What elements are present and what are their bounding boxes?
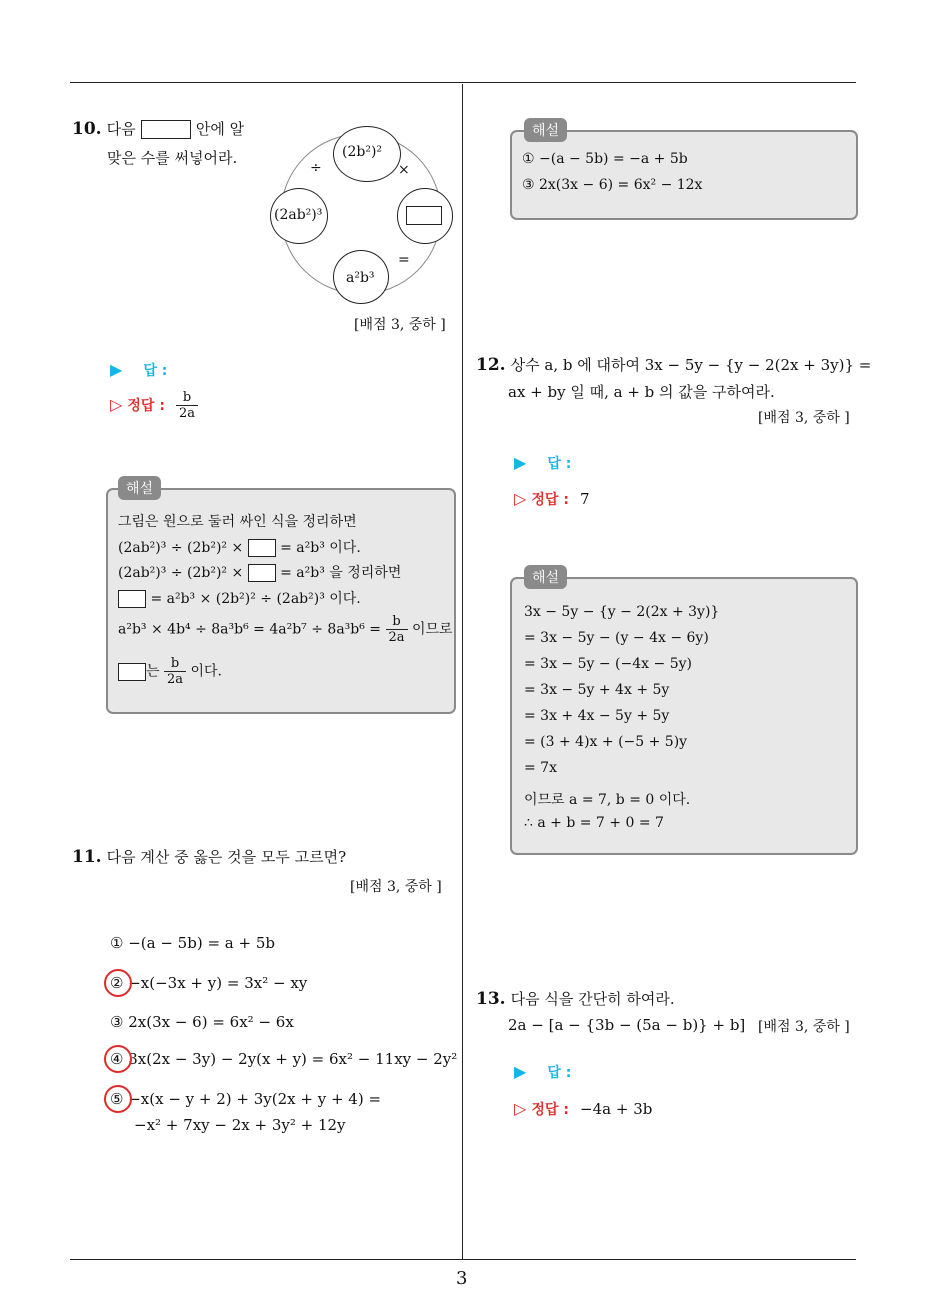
answer-row	[110, 360, 167, 380]
option-5[interactable]: ⑤ −x(x − y + 2) + 3y(2x + y + 4) =	[110, 1090, 382, 1108]
explanation-line: = (3 + 4)x + (−5 + 5)y	[524, 734, 688, 750]
blank-box	[118, 590, 146, 608]
question-number: 10.	[72, 119, 102, 139]
option-3[interactable]: ③ 2x(3x − 6) = 6x² − 6x	[110, 1013, 294, 1031]
explanation-fraction	[164, 656, 186, 687]
blank-box	[248, 539, 276, 557]
question-number: 13.	[476, 989, 506, 1009]
fraction-denominator: 2a	[166, 672, 184, 687]
explanation-tag: 해설	[524, 118, 567, 142]
explanation-text: = a²b³ × (2b²)² ÷ (2ab²)³ 이다.	[150, 591, 361, 607]
explanation-line: ① −(a − 5b) = −a + 5b	[522, 151, 688, 167]
option-1[interactable]: ① −(a − 5b) = a + 5b	[110, 934, 275, 952]
explanation-text: 이므로	[411, 621, 453, 638]
question-text: 상수 a, b 에 대하여 3x − 5y − {y − 2(2x + 3y)} =	[510, 356, 872, 374]
bottom-rule	[70, 1259, 856, 1260]
diagram-answer-box	[406, 206, 442, 225]
question-text-line2: 맞은 수를 써넣어라.	[107, 149, 238, 167]
correct-arrow-icon: ▷	[514, 1099, 527, 1118]
question-11	[72, 846, 346, 867]
selected-mark-icon	[104, 1085, 132, 1113]
explanation-line	[118, 656, 222, 687]
explanation-line: 그림은 원으로 둘러 싸인 식을 정리하면	[118, 514, 357, 530]
selected-mark-icon	[104, 969, 132, 997]
correct-label: 정답 :	[127, 398, 165, 414]
fraction-denominator: 2a	[179, 406, 196, 421]
question-meta: [배점 3, 중하 ]	[350, 879, 442, 895]
explanation-text: 이다.	[190, 663, 222, 680]
explanation-tag: 해설	[524, 565, 567, 589]
fraction-denominator: 2a	[388, 630, 405, 645]
answer-blank-box	[141, 120, 191, 139]
correct-answer-row	[514, 1099, 652, 1119]
answer-row	[514, 453, 571, 473]
explanation-fraction	[386, 614, 408, 645]
explanation-text: (2ab²)³ ÷ (2b²)² ×	[118, 540, 244, 556]
explanation-text: (2ab²)³ ÷ (2b²)² ×	[118, 565, 244, 581]
explanation-line: ∴ a + b = 7 + 0 = 7	[524, 815, 664, 831]
answer-arrow-icon: ▶	[514, 1062, 527, 1081]
question-10	[72, 118, 244, 139]
explanation-line: = 3x − 5y − (−4x − 5y)	[524, 656, 692, 672]
question-12	[476, 354, 871, 375]
question-expression: 2a − [a − {3b − (5a − b)} + b]	[508, 1016, 746, 1034]
question-text-line2: ax + by 일 때, a + b 의 값을 구하여라.	[508, 383, 775, 401]
answer-arrow-icon: ▶	[514, 453, 527, 472]
correct-answer-row	[514, 489, 590, 509]
top-rule	[70, 82, 856, 83]
fraction-numerator: b	[386, 614, 408, 630]
explanation-line: = 7x	[524, 760, 557, 776]
correct-label: 정답 :	[531, 492, 569, 508]
explanation-line	[118, 537, 361, 557]
blank-box	[248, 564, 276, 582]
correct-answer-row	[110, 390, 198, 421]
correct-value: −4a + 3b	[580, 1100, 653, 1118]
correct-fraction	[176, 390, 198, 421]
explanation-text: = a²b³ 을 정리하면	[280, 565, 402, 581]
answer-arrow-icon: ▶	[110, 360, 123, 379]
explanation-tag: 해설	[118, 476, 161, 500]
multiply-sign: ×	[398, 162, 410, 178]
question-meta: [배점 3, 중하 ]	[758, 1019, 850, 1035]
correct-arrow-icon: ▷	[514, 489, 527, 508]
diagram-left-label: (2ab²)³	[274, 207, 323, 223]
option-5-continued: −x² + 7xy − 2x + 3y² + 12y	[134, 1116, 346, 1134]
question-number: 11.	[72, 847, 102, 867]
explanation-box	[510, 130, 858, 220]
diagram-top-label: (2b²)²	[342, 144, 383, 160]
answer-label: 답 :	[547, 456, 572, 472]
explanation-text: a²b³ × 4b⁴ ÷ 8a³b⁶ = 4a²b⁷ ÷ 8a³b⁶ =	[118, 621, 382, 638]
question-meta: [배점 3, 중하 ]	[758, 410, 850, 426]
question-text: 다음 계산 중 옳은 것을 모두 고르면?	[106, 848, 347, 866]
question-text: 안에 알	[195, 120, 245, 138]
answer-label: 답 :	[143, 363, 168, 379]
option-2[interactable]: ② −x(−3x + y) = 3x² − xy	[110, 974, 308, 992]
page-number: 3	[456, 1268, 468, 1289]
option-4[interactable]: ④ 3x(2x − 3y) − 2y(x + y) = 6x² − 11xy − 2y²	[110, 1050, 458, 1068]
fraction-numerator: b	[176, 390, 198, 406]
question-text: 다음 식을 간단히 하여라.	[510, 990, 675, 1008]
explanation-text: 는	[146, 663, 160, 680]
question-number: 12.	[476, 355, 506, 375]
selected-mark-icon	[104, 1045, 132, 1073]
correct-label: 정답 :	[531, 1102, 569, 1118]
question-meta: [배점 3, 중하 ]	[354, 317, 446, 333]
explanation-line	[118, 562, 401, 582]
question-13	[476, 988, 675, 1009]
question-text: 다음	[106, 120, 136, 138]
explanation-line	[118, 588, 361, 608]
divide-sign: ÷	[310, 160, 322, 176]
explanation-line: ③ 2x(3x − 6) = 6x² − 12x	[522, 177, 703, 193]
explanation-text: = a²b³ 이다.	[280, 540, 361, 556]
equals-sign: =	[398, 252, 410, 268]
blank-box	[118, 663, 146, 681]
explanation-line: = 3x − 5y − (y − 4x − 6y)	[524, 630, 709, 646]
explanation-line	[118, 614, 453, 645]
fraction-numerator: b	[164, 656, 186, 672]
explanation-line: = 3x − 5y + 4x + 5y	[524, 682, 670, 698]
explanation-line: 3x − 5y − {y − 2(2x + 3y)}	[524, 604, 720, 620]
explanation-line: 이므로 a = 7, b = 0 이다.	[524, 792, 691, 808]
correct-value: 7	[580, 490, 590, 508]
diagram-bottom-label: a²b³	[346, 270, 375, 286]
explanation-line: = 3x + 4x − 5y + 5y	[524, 708, 670, 724]
answer-label: 답 :	[547, 1065, 572, 1081]
column-divider	[462, 84, 463, 1260]
correct-arrow-icon: ▷	[110, 395, 123, 414]
answer-row	[514, 1062, 571, 1082]
